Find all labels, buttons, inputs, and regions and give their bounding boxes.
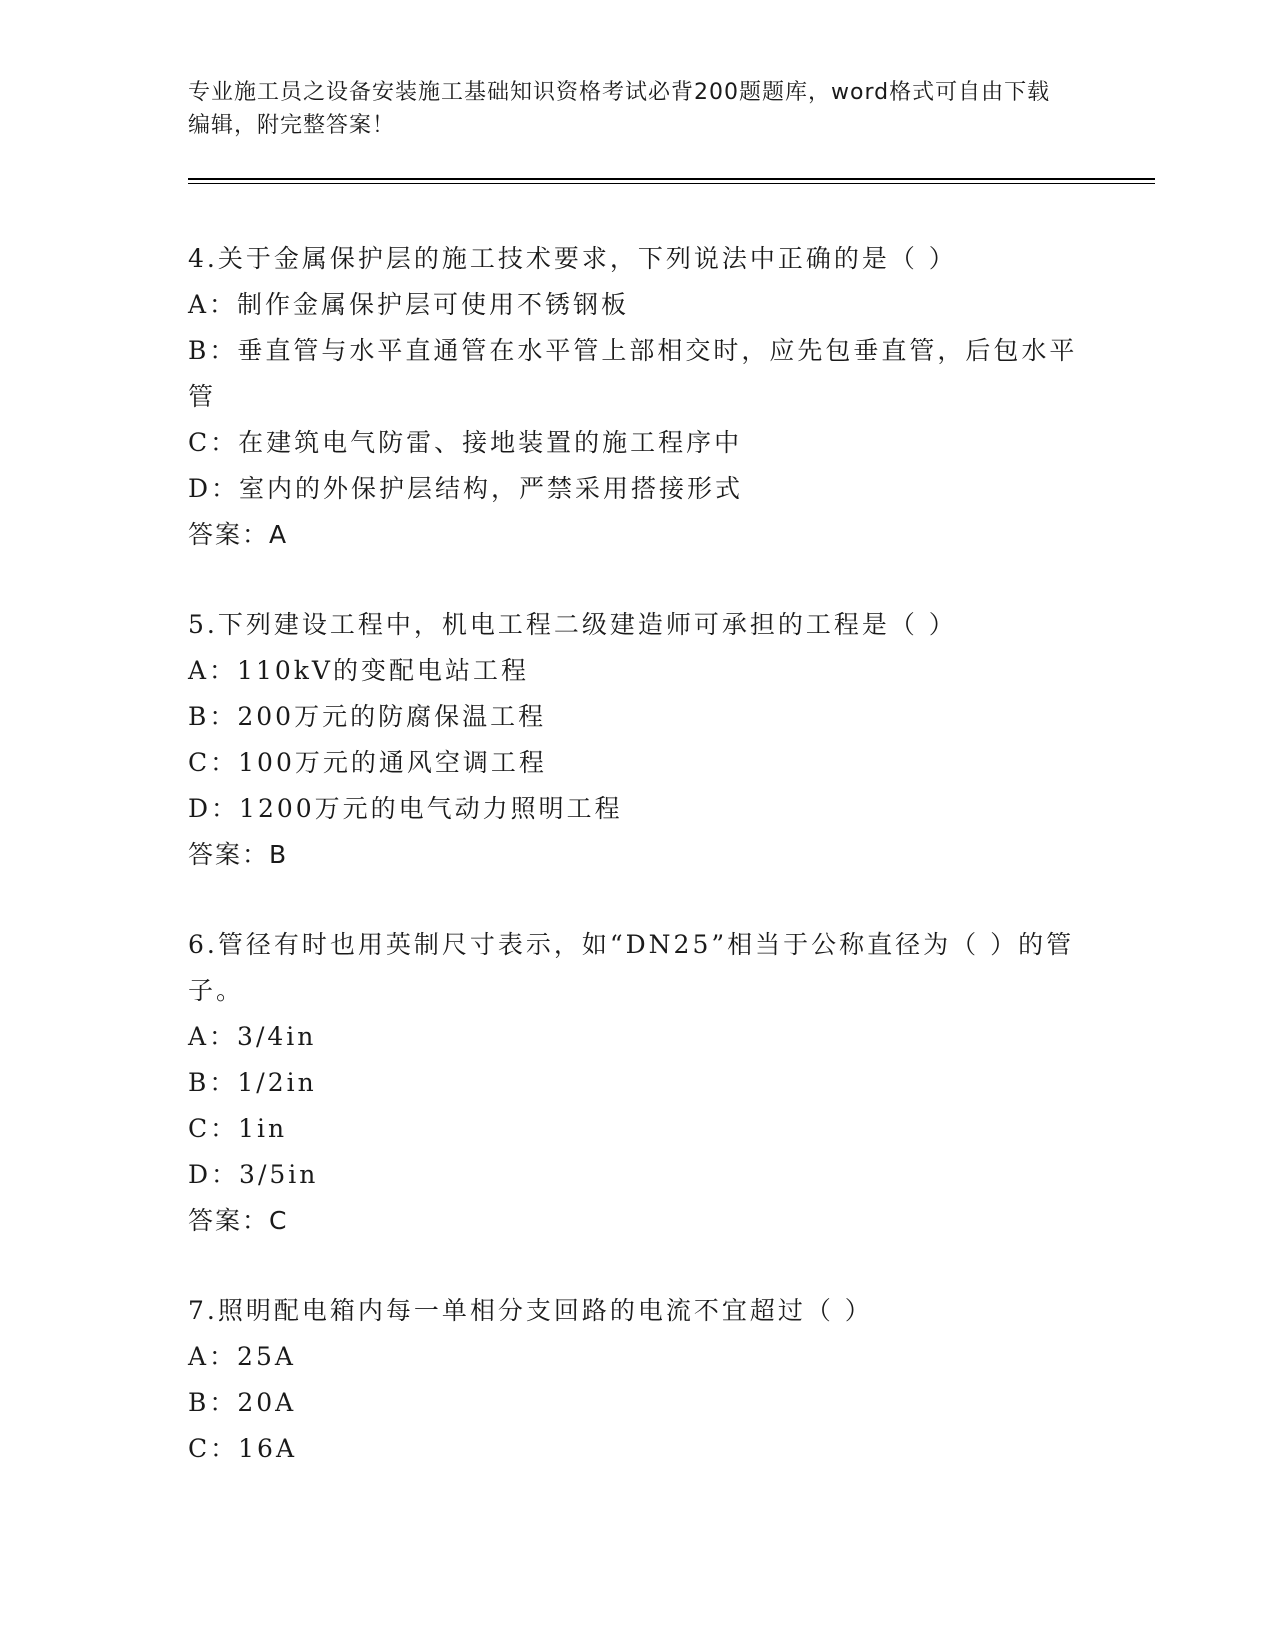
option-d: D：1200万元的电气动力照明工程 <box>188 794 623 823</box>
question-7 <box>188 1288 1088 1472</box>
header-divider <box>188 178 1155 180</box>
option-b: B：1/2in <box>188 1068 317 1097</box>
question-list <box>188 236 1088 1516</box>
document-header: 专业施工员之设备安装施工基础知识资格考试必背200题题库，word格式可自由下载编辑，附完整答案！ <box>188 80 1051 138</box>
option-a: A：3/4in <box>188 1022 317 1051</box>
option-c: C：16A <box>188 1434 297 1463</box>
answer: 答案：C <box>188 1206 289 1235</box>
option-d: D：室内的外保护层结构，严禁采用搭接形式 <box>188 474 744 503</box>
option-c: C：100万元的通风空调工程 <box>188 748 547 777</box>
option-a: A：25A <box>188 1342 296 1371</box>
question-stem: 5.下列建设工程中，机电工程二级建造师可承担的工程是（ ） <box>188 610 957 639</box>
question-6 <box>188 922 1088 1244</box>
option-c: C：在建筑电气防雷、接地装置的施工程序中 <box>188 428 743 457</box>
question-stem: 4.关于金属保护层的施工技术要求，下列说法中正确的是（ ） <box>188 244 957 273</box>
answer: 答案：A <box>188 520 289 549</box>
question-5 <box>188 602 1088 878</box>
question-stem: 7.照明配电箱内每一单相分支回路的电流不宜超过（ ） <box>188 1296 873 1325</box>
option-b: B：垂直管与水平直通管在水平管上部相交时，应先包垂直管，后包水平管 <box>188 336 1078 411</box>
question-4 <box>188 236 1088 558</box>
option-d: D：3/5in <box>188 1160 319 1189</box>
option-b: B：20A <box>188 1388 297 1417</box>
option-a: A：制作金属保护层可使用不锈钢板 <box>188 290 630 319</box>
option-a: A：110kV的变配电站工程 <box>188 656 529 685</box>
answer: 答案：B <box>188 840 289 869</box>
option-b: B：200万元的防腐保温工程 <box>188 702 547 731</box>
header-divider-thin <box>188 183 1155 184</box>
question-stem: 6.管径有时也用英制尺寸表示，如“DN25”相当于公称直径为（ ）的管子。 <box>188 930 1075 1005</box>
option-c: C：1in <box>188 1114 288 1143</box>
